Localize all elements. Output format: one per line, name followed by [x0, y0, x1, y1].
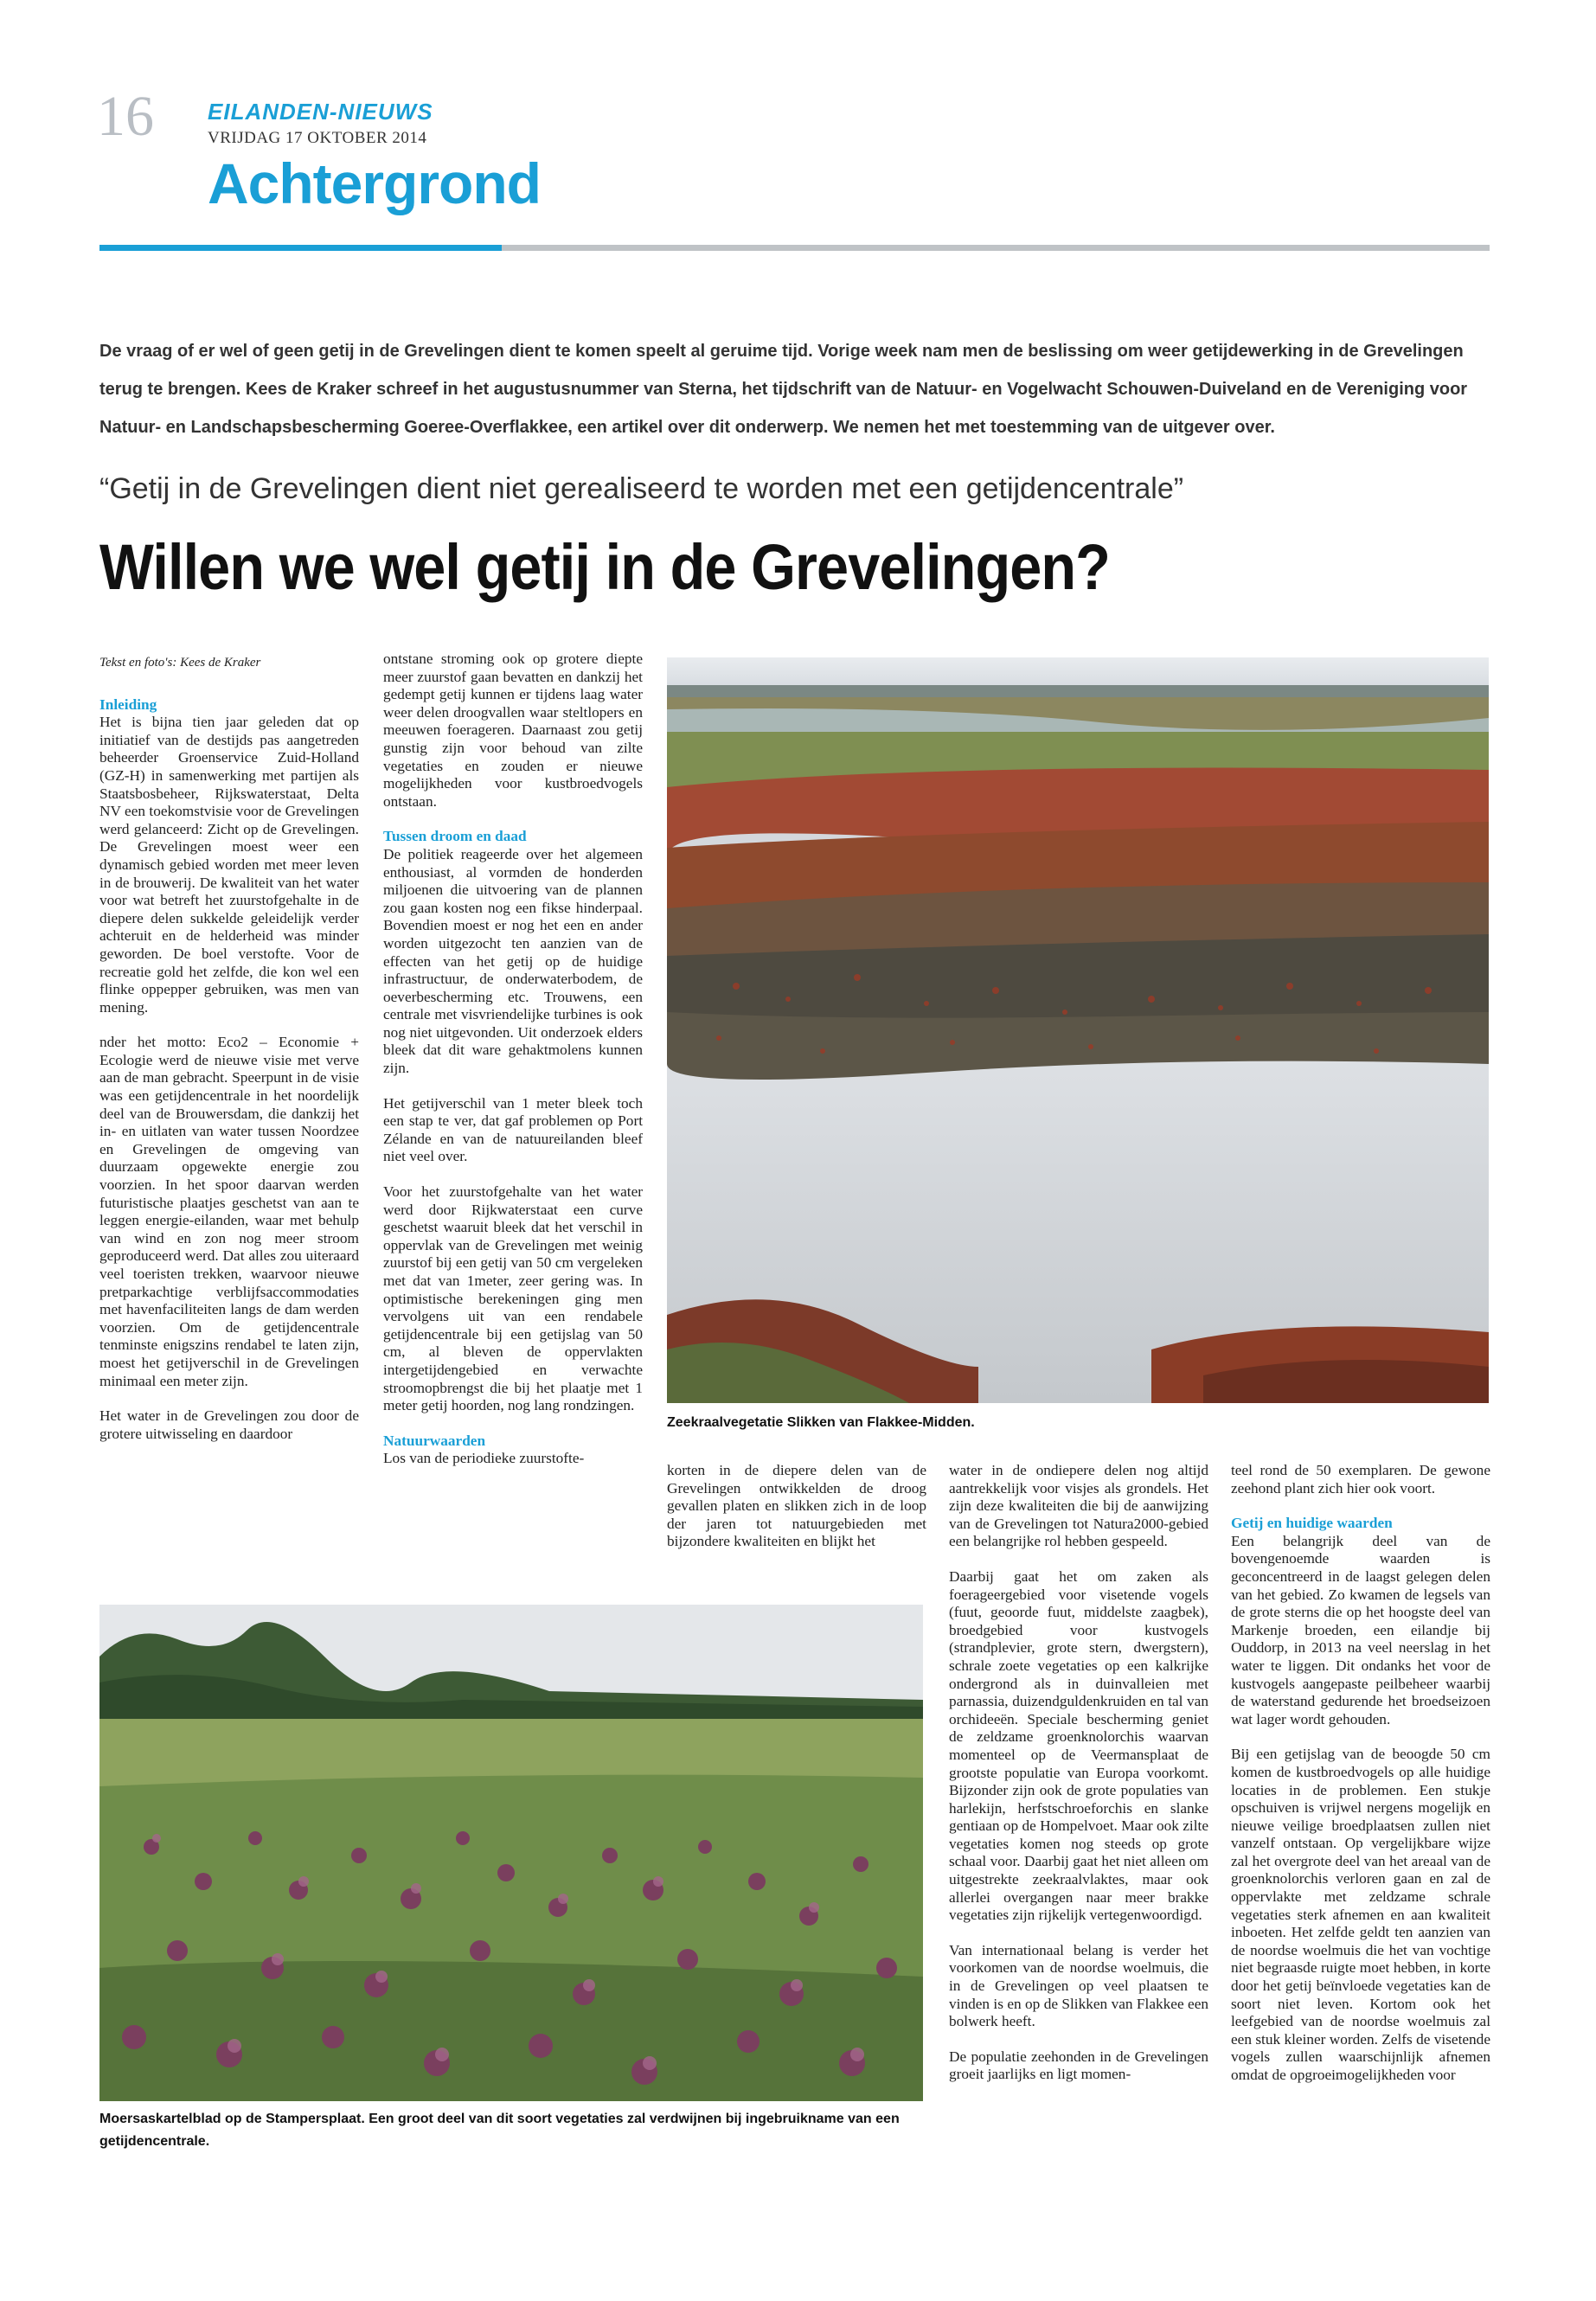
photo-moerasskartelblad [99, 1605, 923, 2101]
paragraph: nder het motto: Eco2 – Economie + Ecologie werd de nieuwe visie met verve aan de man gebracht. Speerpunt in de visie was een getijdencentrale in het noordelijk deel van de Brouwersdam, die dankzij het in- en uitlaten van water tussen Noordzee en Grevelingen de omgeving van duurzaam opgewekte energie zou voorzien. In het spoor daarvan werden futuristische plaatjes geschetst van aan te leggen energie-eilanden, waar met behulp van wind en zon nog meer stroom geproduceerd werd. Dat alles zou uiteraard veel toeristen trekken, waarvoor nieuwe pretparkachtige verblijfsaccommodaties met havenfaciliteiten langs de dam werden voorzien. Om de getijdencentrale tenminste enigszins rendabel te laten zijn, moest het getijverschil in de Grevelingen minimaal een meter zijn. [99, 1034, 359, 1389]
paragraph: water in de ondiepere delen nog altijd aantrekkelijk voor visjes als grondels. Het zijn deze kwaliteiten die bij de aanwijzing van de Grevelingen tot Natura2000-gebied een belangrijke rol hebben gespeeld. [949, 1462, 1208, 1550]
paragraph: ontstane stroming ook op grotere diepte meer zuurstof gaan bevatten en dankzij het gedempt getij kunnen er tijdens laag water weer delen droogvallen waar steltlopers en meeuwen foerageren. Daarnaast zou getij gunstig zijn voor behoud van zilte vegetaties en zouden er nieuwe mogelijkheden voor kustbroedvogels ontstaan. [383, 651, 643, 810]
author-credit: Tekst en foto's: Kees de Kraker [99, 656, 261, 670]
section-title: Achtergrond [208, 151, 541, 215]
article-column-2 [383, 651, 643, 1485]
masthead-logo: EILANDEN-NIEUWS [208, 99, 433, 125]
paragraph: Van internationaal belang is verder het voorkomen van de noordse woelmuis, die in de Grevelingen op veel plaatsen te vinden is en op de Slikken van Flakkee een bolwerk heeft. [949, 1941, 1208, 2030]
section-rule-accent [99, 245, 502, 251]
paragraph: korten in de diepere delen van de Grevelingen ontwikkelden de droog gevallen platen en slikken zich in de loop der jaren tot natuurgebieden met bijzondere kwaliteiten en blijkt het [667, 1462, 926, 1550]
article-column-3 [667, 1462, 926, 1568]
paragraph: teel rond de 50 exemplaren. De gewone zeehond plant zich hier ook voort. [1231, 1462, 1490, 1497]
pull-quote: “Getij in de Grevelingen dient niet gerealiseerd te worden met een getijdencentrale” [99, 472, 1184, 505]
subheading-inleiding: Inleiding [99, 695, 157, 713]
subheading-tussen-droom-en-daad: Tussen droom en daad [383, 828, 527, 845]
paragraph: Een belangrijk deel van de bovengenoemde waarden is geconcentreerd in de laagst gelegen delen van het gebied. Zo kwamen de legsels van de grote sterns die op het hoogste deel van Markenje broeden, een eilandje bij Ouddorp, in 2013 na veel neerslag in het water te liggen. Dit ondanks het voor de kustvogels aangepaste peilbeheer waarbij de waterstand gedurende het broedseizoen wat lager wordt gehouden. [1231, 1532, 1490, 1727]
photo-zeekraal [667, 657, 1489, 1403]
paragraph: De populatie zeehonden in de Grevelingen groeit jaarlijks en ligt momen- [949, 2048, 1208, 2083]
paragraph: Daarbij gaat het om zaken als foerageergebied voor visetende vogels (fuut, geoorde fuut, middelste zaagbek), broedgebied voor kustvogels (strandplevier, grote stern, dwergstern), schrale zoete vegetaties op een kalkrijke ondergrond als in duinvalleien met parnassia, duizendguldenkruiden en tal van orchideeën. Speciale bescherming geniet de zeldzame groenknolorchis waarvan momenteel op de Veermansplaat de grootste populatie van Europa voorkomt. Bijzonder zijn ook de grote populaties van harlekijn, herfstschroeforchis en slanke gentiaan op de Hompelvoet. Maar ook zilte vegetaties komen nog steeds op grote schaal voor. Daarbij gaat het niet alleen om uitgestrekte zeekraalvlaktes, maar ook allerlei overgangen naar meer brakke vegetaties zijn rijkelijk vertegenwoordigd. [949, 1567, 1208, 1924]
page-number: 16 [97, 85, 154, 148]
paragraph: Het water in de Grevelingen zou door de grotere uitwisseling en daardoor [99, 1407, 359, 1442]
subheading-getij-en-huidige-waarden: Getij en huidige waarden [1231, 1515, 1393, 1532]
article-column-4 [949, 1462, 1208, 2101]
article-lead: De vraag of er wel of geen getij in de Grevelingen dient te komen speelt al geruime tijd. Vorige week nam men de beslissing om weer getijdewerking in de Grevelingen terug te brengen. Kees de Kraker schreef in het augustusnummer van Sterna, het tijdschrift van de Natuur- en Vogelwacht Schouwen-Duiveland en de Vereniging voor Natuur- en Landschapsbescherming Goeree-Overflakkee, een artikel over dit onderwerp. We nemen het met toestemming van de uitgever over. [99, 342, 1468, 437]
subheading-natuurwaarden: Natuurwaarden [383, 1432, 486, 1449]
article-column-5 [1231, 1462, 1490, 2102]
article-column-1 [99, 654, 359, 1460]
photo-caption-moerasskartelblad: Moersaskartelblad op de Stampersplaat. Een groot deel van dit soort vegetaties zal verdwijnen bij ingebruikname van een getijdencentrale. [99, 2112, 900, 2149]
headline: Willen we wel getij in de Grevelingen? [99, 531, 1110, 603]
paragraph: Los van de periodieke zuurstofte- [383, 1450, 585, 1467]
photo-caption-zeekraal: Zeekraalvegetatie Slikken van Flakkee-Midden. [667, 1415, 975, 1430]
paragraph: Voor het zuurstofgehalte van het water werd door Rijkwaterstaat een curve geschetst waaruit bleek dat het verschil in oppervlak van de Grevelingen met weinig zuurstof bij een getij van 50 cm vergeleken met dat van 1meter, zeer gering was. In optimistische berekeningen ging men vervolgens uit van een rendabele getijdencentrale bij een getijslag van 50 cm, al bleven de oppervlakten intergetijdengebied en verwachte stroomopbrengst die bij het plaatje met 1 meter getij hoorden, nog lang rondzingen. [383, 1183, 643, 1414]
paragraph: Het is bijna tien jaar geleden dat op initiatief van de destijds pas aangetreden beheerder Groenservice Zuid-Holland (GZ-H) in samenwerking met partijen als Staatsbosbeheer, Rijkswaterstaat, Delta NV een toekomstvisie voor de Grevelingen werd gelanceerd: Zicht op de Grevelingen. De Grevelingen moest weer een dynamisch gebied worden met meer leven in de brouwerij. De kwaliteit van het water voor wat betreft het zuurstofgehalte in de diepere delen sukkelde geleidelijk verder achteruit en de helderheid was minder geworden. De boel verstofte. Voor de recreatie gold het zelfde, die kon wel een flinke oppepper gebruiken, was men van mening. [99, 714, 359, 1016]
issue-date: VRIJDAG 17 OKTOBER 2014 [208, 129, 427, 147]
paragraph: Bij een getijslag van de beoogde 50 cm komen de kustbroedvogels op alle huidige locaties in de problemen. Een stukje opschuiven is vrijwel nergens mogelijk en nieuwe veilige broedplaatsen zullen niet vanzelf ontstaan. Op vergelijkbare wijze zal het overgrote deel van het areaal van de groenknolorchis verloren gaan en zal de oppervlakte met zeldzame schrale vegetaties sterk afnemen en aan kwaliteit inboeten. Het zelfde geldt ten aanzien van de noordse woelmuis die het van vochtige niet begraasde ruigte moet hebben, in korte door het getij beïnvloede vegetaties kan de soort niet leven. Kortom ook het leefgebied van de noordse woelmuis zal een stuk kleiner worden. Zelfs de visetende vogels zullen waarschijnlijk afnemen omdat de opgroeimogelijkheden voor [1231, 1746, 1490, 2083]
paragraph: Het getijverschil van 1 meter bleek toch een stap te ver, dat gaf problemen op Port Zélande en van de natuureilanden bleef niet veel over. [383, 1094, 643, 1165]
paragraph: De politiek reageerde over het algemeen enthousiast, al vormden de honderden miljoenen die uitvoering van de plannen zou gaan kosten nog een fikse hinderpaal. Bovendien moest er nog het een en ander worden uitgezocht ten aanzien van de effecten van het getij op de huidige infrastructuur, de onderwaterbodem, de oeverbescherming etc. Trouwens, een centrale met visvriendelijke turbines is ook nog niet uitgevonden. Uit onderzoek elders bleek dat dit ware gehaktmolens kunnen zijn. [383, 845, 643, 1077]
